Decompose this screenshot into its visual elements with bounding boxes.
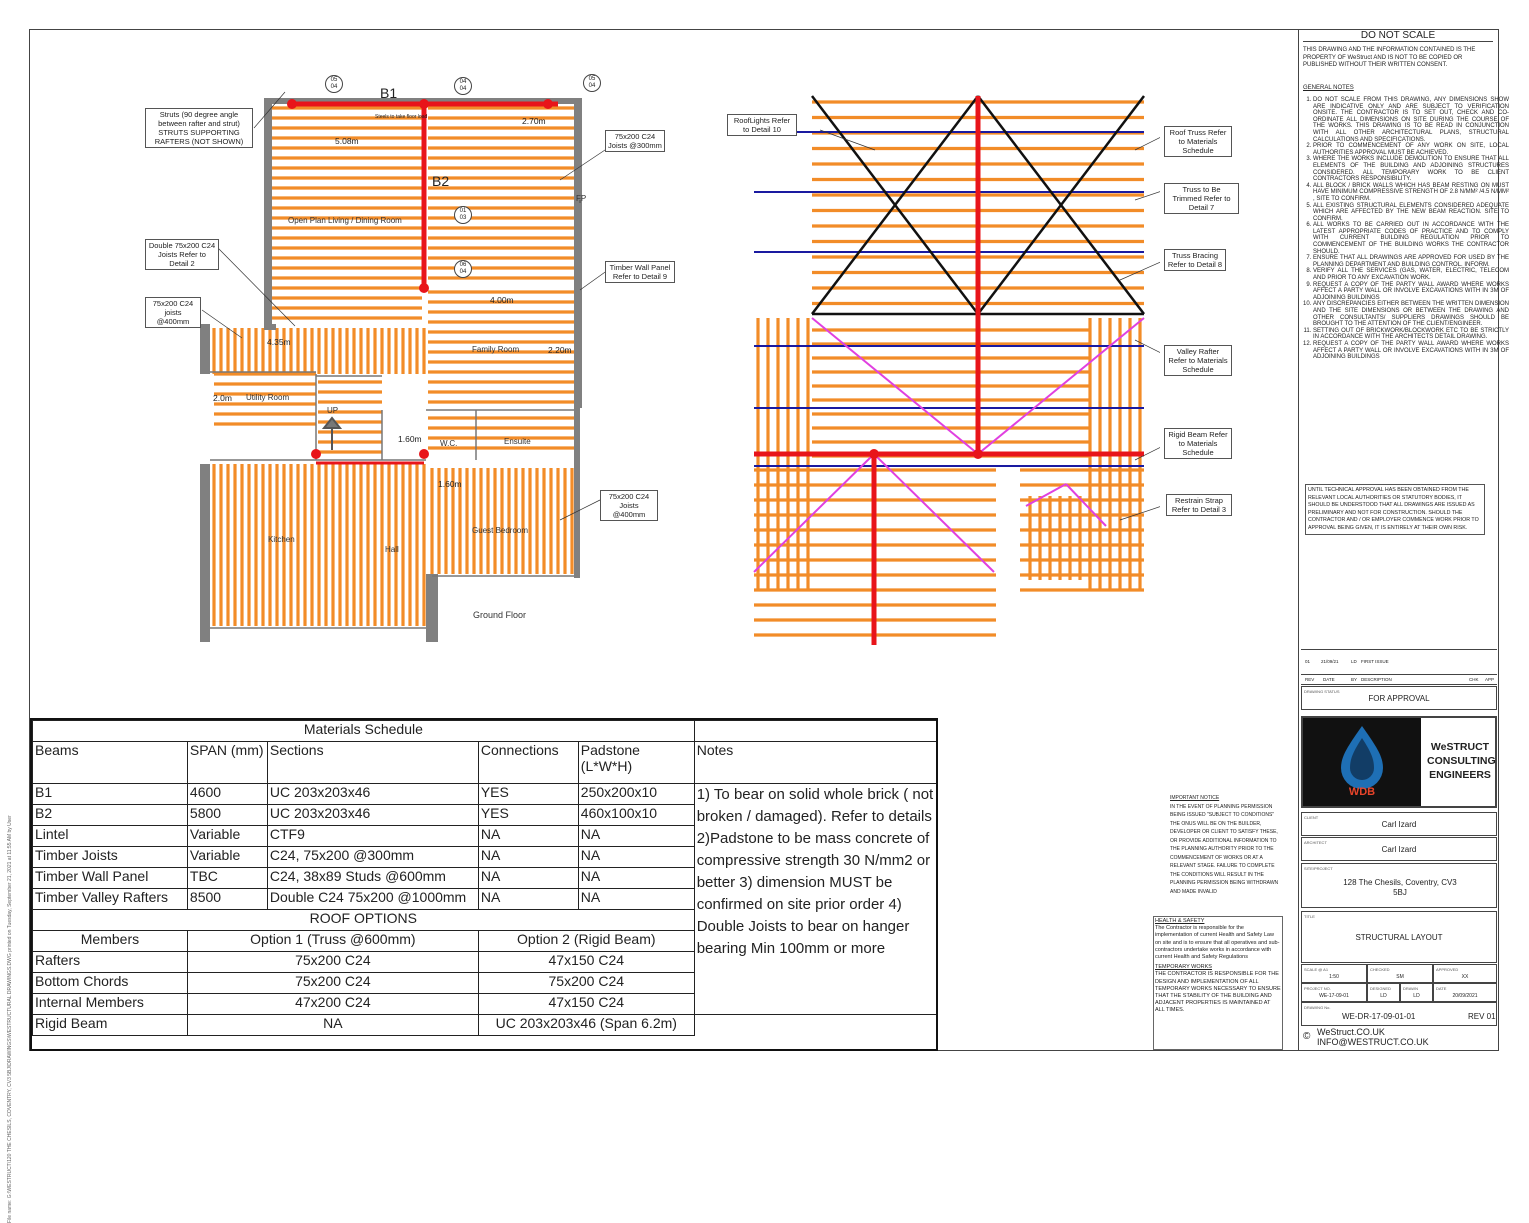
cell: 47x150 C24	[478, 952, 694, 973]
dim-4: 4.35m	[267, 337, 291, 347]
rev-description: FIRST ISSUE	[1361, 659, 1389, 664]
bearing-point	[311, 449, 321, 459]
cell: 8500	[187, 889, 267, 910]
cell: NA	[478, 868, 578, 889]
cell: CTF9	[267, 826, 478, 847]
drawn-value: LD	[1413, 993, 1420, 999]
client-value: Carl Izard	[1381, 820, 1417, 829]
property-note: THIS DRAWING AND THE INFORMATION CONTAINED IS THE PROPERTY OF WeStruct AND IS NOT TO BE COPIED OR PUBLISHED WITHOUT THEIR WRITTEN CONSENT.	[1303, 47, 1476, 68]
dim-6: 2.0m	[213, 393, 232, 403]
general-notes-title: GENERAL NOTES	[1303, 85, 1354, 91]
cell: Rafters	[33, 952, 188, 973]
bearing-point	[287, 99, 297, 109]
cell: UC 203x203x46	[267, 805, 478, 826]
logo-text: WDB	[1348, 786, 1376, 798]
cell: Lintel	[33, 826, 188, 847]
project-number: WE-17-09-01	[1319, 993, 1349, 999]
rev-header-by: BY	[1351, 677, 1358, 682]
cell: Variable	[187, 847, 267, 868]
room-hall: Hall	[385, 545, 399, 554]
callout-rooflights: RoofLights Refer to Detail 10	[727, 114, 797, 136]
company-logo-box	[1301, 716, 1497, 808]
detail-tag-5: 06 04	[454, 260, 472, 278]
cell: B1	[33, 784, 188, 805]
bearing-point	[419, 99, 429, 109]
health-safety-title: HEALTH & SAFETY	[1155, 918, 1205, 924]
cell: NA	[578, 868, 694, 889]
drawing-title: STRUCTURAL LAYOUT	[1355, 933, 1443, 942]
callout-timber-wall-panel: Timber Wall Panel Refer to Detail 9	[605, 261, 675, 283]
roof-header-option1: Option 1 (Truss @600mm)	[187, 931, 478, 952]
copyright-icon: ©	[1303, 1031, 1311, 1042]
room-guest-bedroom: Guest Bedroom	[472, 526, 529, 535]
rev-number: 01	[1305, 659, 1311, 664]
cell: C24, 38x89 Studs @600mm	[267, 868, 478, 889]
dim-1: 5.08m	[335, 136, 359, 146]
header-padstone: Padstone (L*W*H)	[578, 742, 694, 784]
drawing-number: WE-DR-17-09-01-01	[1342, 1012, 1416, 1021]
logo	[1303, 718, 1421, 806]
revision-table	[1301, 649, 1497, 685]
cell: 5800	[187, 805, 267, 826]
floor-plan-drawing	[140, 70, 680, 660]
header-sections: Sections	[267, 742, 478, 784]
date-value: 20/09/2021	[1452, 993, 1478, 999]
rev-header-chk: CHK	[1469, 677, 1479, 682]
wall	[574, 98, 582, 408]
title-box: TITLE STRUCTURAL LAYOUT	[1301, 911, 1497, 963]
callout-restrain-strap: Restrain Strap Refer to Detail 3	[1166, 494, 1232, 516]
general-note: 4. ALL BLOCK / BRICK WALLS WHICH HAS BEAM RESTING ON MUST HAVE MINIMUM COMPRESSIVE STRENGTH OF 2.8 N/MM² /4.5 N/MM² , SITE TO CONFIRM.	[1313, 183, 1509, 203]
roof-plan-drawing	[740, 90, 1160, 650]
roof-plan	[740, 90, 1160, 650]
cell: 75x200 C24	[187, 973, 478, 994]
scale-value: 1:50	[1329, 974, 1339, 980]
rev-date: 21/09/21	[1321, 659, 1339, 664]
table-row	[33, 1015, 938, 1036]
health-safety-text: The Contractor is responsible for the implementation of current Health and Safety Law on site and is to ensure that all operatives and sub-contractors undertake works in accordance with current Health and Safety Regulations	[1155, 925, 1280, 961]
dim-3: 4.00m	[490, 295, 514, 305]
cell: 47x200 C24	[187, 994, 478, 1015]
callout-truss-bracing: Truss Bracing Refer to Detail 8	[1164, 249, 1226, 271]
cell: YES	[478, 805, 578, 826]
steel-note: Steels to take floor load	[375, 114, 428, 120]
room-kitchen: Kitchen	[268, 535, 295, 544]
status-value: FOR APPROVAL	[1368, 694, 1430, 703]
wall	[264, 98, 272, 328]
header-connections: Connections	[478, 742, 578, 784]
valley-rafters	[754, 318, 1144, 572]
valley-rafter	[874, 454, 994, 572]
cell: Timber Wall Panel	[33, 868, 188, 889]
file-path-label: File name: G:\WESTRUCT\120 THE CHESILS, COVENTRY, CV3 5BJ\DRAWINGS\WESTRUCTURAL DRAWINGS.DWG printed on Tuesday, September 21, 2021 at 11:55 AM by User	[7, 815, 13, 1223]
cell: B2	[33, 805, 188, 826]
health-safety-box	[1153, 916, 1283, 1050]
beam-b1-label: B1	[380, 85, 398, 101]
cell: 75x200 C24	[478, 973, 694, 994]
website-link[interactable]: WeStruct.CO.UK	[1317, 1027, 1385, 1037]
fireplace-label: FP	[576, 194, 587, 203]
callout-roof-truss: Roof Truss Refer to Materials Schedule	[1164, 126, 1232, 157]
cell: Variable	[187, 826, 267, 847]
general-note: 6. ALL WORKS TO BE CARRIED OUT IN ACCORDANCE WITH THE LATEST APPROPRIATE CODES OF PRACTICE AND TO COMPLY WITH CURRENT BUILDING REGULATION PRIOR TO COMMENCEMENT OF THE BUILDING WORKS THE CONTRACTOR SHOULD.	[1313, 222, 1509, 255]
rev-header-date: DATE	[1323, 677, 1335, 682]
important-notice-text: IN THE EVENT OF PLANNING PERMISSION BEING ISSUED "SUBJECT TO CONDITIONS" THE ONUS WILL BE ON THE BUILDER, DEVELOPER OR CLIENT TO SATISFY THESE, OR PROVIDE ADDITIONAL INFORMATION TO THE PLANNING AUTHORITY PRIOR TO THE COMMENCEMENT OF WORKS OR AT A RELEVANT STAGE. FAILURE TO COMPLETE THE CONDITIONS WILL RESULT IN THE PLANNING PERMISSION BEING WITHDRAWN AND MADE INVALID	[1170, 803, 1279, 895]
room-family: Family Room	[472, 345, 520, 354]
rev-by: LD	[1351, 659, 1357, 664]
callout-struts: Struts (90 degree angle between rafter and strut) STRUTS SUPPORTING RAFTERS (NOT SHOWN)	[145, 108, 253, 148]
cell: NA	[187, 1015, 478, 1036]
general-note: 5. ALL EXISTING STRUCTURAL ELEMENTS CONSIDERED ADEQUATE WHICH ARE AFFECTED BY THE NEW BEAM REACTION. SITE TO CONFIRM.	[1313, 203, 1509, 223]
detail-tag-2: 04 04	[454, 77, 472, 95]
cell: 250x200x10	[578, 784, 694, 805]
cell: 47x150 C24	[478, 994, 694, 1015]
cell: NA	[478, 826, 578, 847]
general-note: 11. SETTING OUT OF BRICKWORK/BLOCKWORK ETC TO BE STRICTLY IN ACCORDANCE WITH THE ARCHITECTS DETAIL DRAWING.	[1313, 328, 1509, 341]
materials-title: Materials Schedule	[33, 721, 695, 742]
table-row	[33, 784, 938, 805]
materials-notes: 1) To bear on solid whole brick ( not broken / damaged). Refer to details 2)Padstone to be mass concrete of compressive strength 30 N/mm2 or better 3) dimension MUST be confirmed on site prior order 4) Double Joists to bear on hanger bearing Min 100mm or more	[694, 784, 937, 1015]
materials-table	[32, 720, 938, 1036]
revision-value: REV 01	[1468, 1012, 1496, 1021]
cell: UC 203x203x46 (Span 6.2m)	[478, 1015, 694, 1036]
important-notice-title: IMPORTANT NOTICE	[1170, 795, 1220, 801]
general-note: 9. REQUEST A COPY OF THE PARTY WALL AWARD WHERE WORKS AFFECT A PARTY WALL OR INVOLVE EXCAVATIONS WITH IN 3M OF ADJOINING BUILDINGS	[1313, 282, 1509, 302]
room-ensuite: Ensuite	[504, 437, 531, 446]
roof-header-option2: Option 2 (Rigid Beam)	[478, 931, 694, 952]
wall	[200, 464, 210, 642]
do-not-scale: DO NOT SCALE	[1303, 32, 1493, 42]
callout-double-joists: Double 75x200 C24 Joists Refer to Detail 2	[145, 239, 219, 270]
rev-header-app: APP	[1485, 677, 1495, 682]
cell: NA	[578, 847, 694, 868]
bearing-point	[973, 449, 983, 459]
cell: 460x100x10	[578, 805, 694, 826]
beam-b2-label: B2	[432, 173, 450, 189]
contact-box	[1301, 1027, 1497, 1049]
company-name: WeSTRUCT CONSULTING ENGINEERS	[1427, 741, 1496, 781]
roof-options-title: ROOF OPTIONS	[33, 910, 695, 931]
meta-grid: SCALE @ A1 1:50 CHECKED SM APPROVED XX PROJECT NO. WE-17-09-01 DESIGNED LD DRAWN LD DATE 20/09/2021	[1301, 964, 1497, 1002]
checked-value: SM	[1396, 974, 1404, 980]
cell: Internal Members	[33, 994, 188, 1015]
detail-tag-4: 01 03	[454, 206, 472, 224]
cell: NA	[478, 847, 578, 868]
project-box: SITE/PROJECT 128 The Chesils, Coventry, CV3 5BJ	[1301, 863, 1497, 908]
dim-7: 1.60m	[398, 434, 422, 444]
drawing-number-box: DRAWING No. WE-DR-17-09-01-01 REV 01	[1301, 1002, 1497, 1026]
cell: TBC	[187, 868, 267, 889]
ground-floor-plan	[140, 70, 680, 660]
wall	[200, 324, 210, 374]
general-note: 10. ANY DISCREPANCIES EITHER BETWEEN THE WRITTEN DIMENSION AND THE SITE DIMENSIONS OR BETWEEN THE DRAWING AND OTHER CONSULTANTS/ SUPPLIERS DRAWINGS SHOULD BE BROUGHT TO THE ATTENTION OF THE CLIENT/ENGINEER.	[1313, 301, 1509, 327]
general-note: 8. VERIFY ALL THE SERVICES (GAS, WATER, ELECTRIC, TELECOM AND PRIOR TO ANY EXCAVATION WORK.	[1313, 268, 1509, 281]
detail-tag-1: 05 04	[325, 75, 343, 93]
cell: Rigid Beam	[33, 1015, 188, 1036]
cell: Timber Valley Rafters	[33, 889, 188, 910]
wall	[574, 408, 580, 578]
detail-tag-3: 05 04	[583, 74, 601, 92]
header-span: SPAN (mm)	[187, 742, 267, 784]
dim-8: 1.60m	[438, 479, 462, 489]
callout-joists-300: 75x200 C24 Joists @300mm	[605, 130, 665, 152]
room-wc: W.C.	[440, 439, 458, 448]
cell: NA	[578, 826, 694, 847]
designed-value: LD	[1380, 993, 1387, 999]
header-beams: Beams	[33, 742, 188, 784]
general-note: 1. DO NOT SCALE FROM THIS DRAWING, ANY DIMENSIONS SHOW ARE INDICATIVE ONLY AND ARE SUBJECT TO VERIFICATION ONSITE. THE CONTRACTOR IS TO SET OUT, CHECK AND CO-ORDINATE ALL DIMENSIONS ON SITE DURING THE COURSE OF THE WORKS. THIS DRAWING IS TO BE READ IN CONJUNCTION WITH ALL OTHER ARCHITECTURAL PLANS, STRUCTURAL CALCULATIONS AND SPECIFICATIONS.	[1313, 97, 1509, 143]
wall	[426, 574, 438, 642]
wall	[264, 324, 276, 330]
cell: 4600	[187, 784, 267, 805]
bearing-point	[419, 283, 429, 293]
general-note: 12. REQUEST A COPY OF THE PARTY WALL AWARD WHERE WORKS AFFECT A PARTY WALL OR INVOLVE EXCAVATIONS WITH IN 3M OF ADJOINING BUILDINGS	[1313, 341, 1509, 361]
callout-valley-rafter: Valley Rafter Refer to Materials Schedule	[1164, 345, 1232, 376]
general-note: 3. WHERE THE WORKS INCLUDE DEMOLITION TO ENSURE THAT ALL ELEMENTS OF THE BUILDING AND ADJOINING STRUCTURES CONSIDERED. ALL TEMPORARY WORK TO BE CLIENT CONTRACTORS RESPONSIBILITY.	[1313, 156, 1509, 182]
leader-lines	[202, 92, 608, 520]
room-living: Open Plan Living / Dining Room	[288, 216, 402, 225]
room-utility: Utility Room	[246, 393, 290, 402]
cell: NA	[578, 889, 694, 910]
approval-note: UNTIL TECHNICAL APPROVAL HAS BEEN OBTAINED FROM THE RELEVANT LOCAL AUTHORITIES OR STATUTORY BODIES, IT SHOULD BE UNDERSTOOD THAT ALL DRAWINGS ARE ISSUED AS PRELIMINARY AND NOT FOR CONSTRUCTION. SHOULD THE CONTRACTOR AND / OR EMPLOYER COMMENCE WORK PRIOR TO APPROVAL BEING GIVEN, IT IS ENTIRELY AT THEIR OWN RISK.	[1305, 484, 1485, 535]
materials-schedule	[30, 718, 938, 1051]
general-notes-list	[1299, 97, 1509, 361]
callout-joists-400b: 75x200 C24 Joists @400mm	[600, 490, 658, 521]
email-link[interactable]: INFO@WESTRUCT.CO.UK	[1317, 1037, 1429, 1047]
approved-value: XX	[1461, 974, 1469, 980]
rev-header-description: DESCRIPTION	[1361, 677, 1392, 682]
cell: YES	[478, 784, 578, 805]
cell: Timber Joists	[33, 847, 188, 868]
temporary-works-title: TEMPORARY WORKS	[1155, 964, 1212, 971]
client-box: CLIENT Carl Izard	[1301, 812, 1497, 836]
cell: C24, 75x200 @300mm	[267, 847, 478, 868]
cell: UC 203x203x46	[267, 784, 478, 805]
title-block	[1298, 29, 1509, 1051]
temporary-works-text: THE CONTRACTOR IS RESPONSIBLE FOR THE DESIGN AND IMPLEMENTATION OF ALL TEMPORARY WORKS NECESSARY TO ENSURE THAT THE STABILITY OF THE BUILDING AND ADJACENT PROPERTIES IS MAINTAINED AT ALL TIMES.	[1155, 971, 1281, 1014]
roof-rafters	[754, 102, 1144, 635]
bearing-point	[419, 449, 429, 459]
plan-title: Ground Floor	[473, 610, 527, 620]
bearing-point	[869, 449, 879, 459]
project-value: 128 The Chesils, Coventry, CV3 5BJ	[1343, 878, 1457, 897]
cell: Bottom Chords	[33, 973, 188, 994]
dim-2: 2.70m	[522, 116, 546, 126]
callout-rigid-beam: Rigid Beam Refer to Materials Schedule	[1164, 428, 1232, 459]
cell: 75x200 C24	[187, 952, 478, 973]
dim-5: 2.20m	[548, 345, 572, 355]
roof-bracing-lines	[754, 132, 1144, 466]
status-box: DRAWING STATUS FOR APPROVAL	[1301, 686, 1497, 710]
cell: Double C24 75x200 @1000mm	[267, 889, 478, 910]
valley-rafter	[754, 454, 874, 572]
roof-header-members: Members	[33, 931, 188, 952]
callout-joists-400a: 75x200 C24 joists @400mm	[145, 297, 201, 328]
stair-up-label: UP	[327, 406, 339, 415]
header-notes: Notes	[694, 742, 937, 784]
callout-truss-trimmed: Truss to Be Trimmed Refer to Detail 7	[1164, 183, 1239, 214]
important-notice	[1170, 794, 1285, 896]
cell: NA	[478, 889, 578, 910]
rev-header-rev: REV	[1305, 677, 1315, 682]
bearing-point	[543, 99, 553, 109]
architect-value: Carl Izard	[1381, 845, 1417, 854]
general-note: 2. PRIOR TO COMMENCEMENT OF ANY WORK ON SITE, LOCAL AUTHORITIES APPROVAL MUST BE ACHIEVED.	[1313, 143, 1509, 156]
architect-box: ARCHITECT Carl Izard	[1301, 837, 1497, 861]
general-note: 7. ENSURE THAT ALL DRAWINGS ARE APPROVED FOR USED BY THE PLANNING DEPARTMENT AND BUILDING CONTROL. INFORM.	[1313, 255, 1509, 268]
